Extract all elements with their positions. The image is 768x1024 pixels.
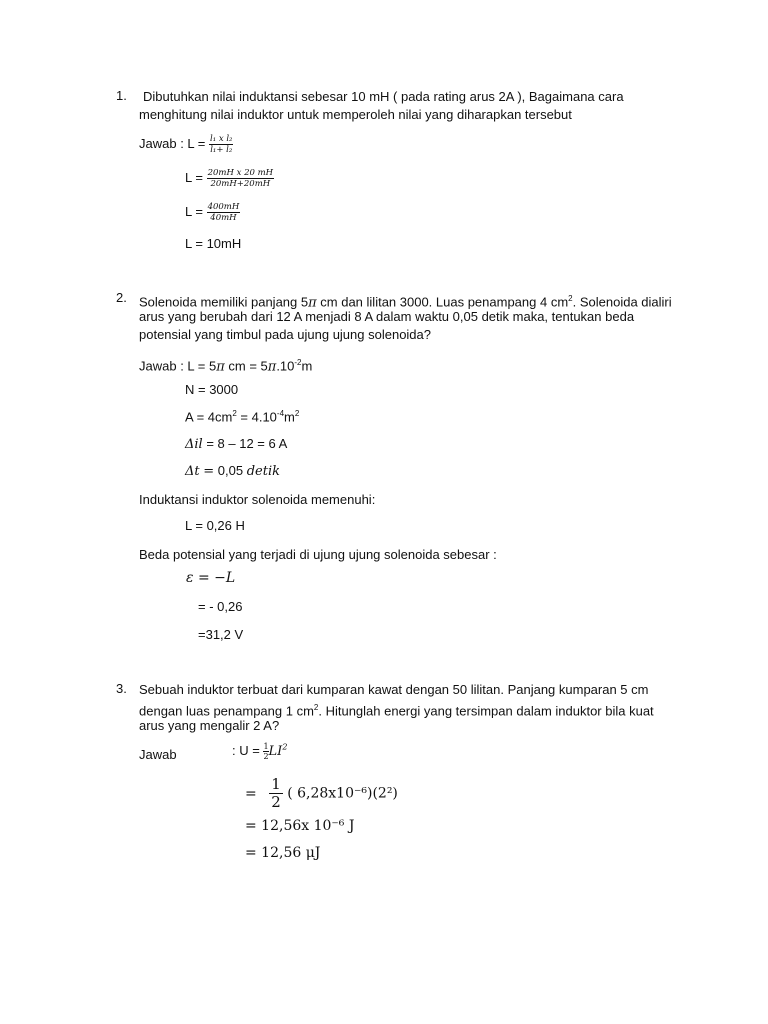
q1-fraction-2 — [207, 168, 274, 189]
q2-area-c: m — [284, 409, 295, 425]
q1-step2-prefix: L = — [185, 169, 203, 185]
q2-exp-minus-4: -4 — [276, 409, 285, 418]
q1-fraction-1 — [209, 134, 233, 155]
q2-jawab-b: cm = 5 — [228, 358, 268, 374]
question-1-line-1: Dibutuhkan nilai induktansi sebesar 10 mH ( pada rating arus 2A ), Bagaimana cara — [143, 89, 624, 104]
q3-step-3: = 12,56 μJ — [245, 845, 321, 861]
q1-f2-numerator: 20mH x 20 mH — [207, 168, 274, 178]
q1-step-3 — [185, 202, 240, 223]
q3-half-den-small: 2 — [263, 752, 269, 761]
q3-energy-formula — [232, 742, 287, 761]
q2-line1-part-a: Solenoida memiliki panjang 5 — [139, 294, 309, 310]
q3-line2-a: dengan luas penampang 1 cm — [139, 703, 314, 719]
q2-jawab-d: m — [301, 358, 313, 374]
q1-f2-denominator: 20mH+20mH — [210, 179, 271, 189]
q2-pi-symbol: π — [308, 295, 317, 311]
q2-exp-minus-2: -2 — [294, 358, 302, 367]
question-3-line-1: Sebuah induktor terbuat dari kumparan kawat dengan 50 lilitan. Panjang kumparan 5 cm — [139, 682, 649, 697]
q3-u-formula: LI — [268, 743, 283, 759]
q2-delta-i-symbol: Δil — [185, 437, 203, 452]
q2-inductance-value: L = 0,26 H — [185, 518, 245, 533]
question-2-line-3: potensial yang timbul pada ujung ujung solenoida? — [139, 327, 431, 342]
q2-area-line — [185, 409, 299, 424]
q2-delta-t-unit: detik — [246, 464, 280, 479]
q3-step-1 — [245, 776, 398, 811]
q3-step-2: = 12,56x 10⁻⁶ J — [245, 818, 355, 834]
q2-area-squared-2: 2 — [294, 409, 300, 418]
q1-f1-numerator: l₁ x l₂ — [210, 134, 233, 144]
question-3-line-3: arus yang mengalir 2 A? — [139, 718, 280, 733]
question-3-number: 3. — [116, 681, 127, 696]
q3-squared: 2 — [313, 703, 319, 712]
q1-f3-numerator: 400mH — [207, 202, 240, 212]
q1-step-2 — [185, 168, 274, 189]
q2-delta-i-value: = 8 – 12 = 6 A — [206, 436, 288, 451]
q2-delta-t-equals: = — [203, 464, 215, 479]
q2-emf-value-1: = - 0,26 — [198, 599, 243, 614]
q3-half-den: 2 — [271, 793, 281, 811]
q3-line2-b: . Hitunglah energi yang tersimpan dalam induktor bila kuat — [318, 703, 654, 719]
q1-jawab-prefix: Jawab : L = — [139, 135, 206, 151]
q2-n-line: N = 3000 — [185, 382, 239, 397]
q2-emf-value-2: =31,2 V — [198, 627, 244, 642]
q3-jawab-label: Jawab — [139, 747, 177, 762]
q3-half-fraction — [269, 776, 283, 811]
q3-half-num-small: 1 — [263, 742, 269, 751]
q2-delta-i-line — [185, 436, 287, 452]
q2-area-a: A = 4cm — [185, 409, 233, 425]
q1-fraction-3 — [207, 202, 241, 223]
q3-step1-equals: = — [245, 785, 257, 802]
question-2-line-2: arus yang berubah dari 12 A menjadi 8 A dalam waktu 0,05 detik maka, tentukan beda — [139, 309, 635, 324]
q2-area-b: = 4.10 — [236, 409, 277, 425]
q3-half-num: 1 — [271, 775, 281, 793]
q1-step3-prefix: L = — [185, 203, 203, 219]
q2-line1-part-c: . Solenoida dialiri — [572, 294, 672, 310]
q2-jawab-pi-2: π — [267, 359, 277, 375]
q2-jawab-line — [139, 354, 312, 376]
q2-emf-equation: ε = −L — [186, 570, 236, 586]
q3-step1-body: ( 6,28x10⁻⁶)(2²) — [287, 785, 398, 802]
q1-jawab-formula — [139, 134, 233, 155]
q2-line1-part-b: cm dan lilitan 3000. Luas penampang 4 cm — [320, 294, 569, 310]
q2-delta-t-line — [185, 463, 280, 479]
q3-u-exponent: 2 — [282, 742, 288, 752]
q2-delta-t-symbol: Δt — [185, 464, 200, 479]
q3-u-prefix: : U = — [232, 742, 260, 758]
q2-area-squared: 2 — [232, 409, 237, 418]
q2-emf-label: Beda potensial yang terjadi di ujung ujung solenoida sebesar : — [139, 547, 497, 562]
q2-jawab-pi-1: π — [216, 359, 225, 375]
q2-squared: 2 — [568, 294, 573, 303]
q2-inductance-label: Induktansi induktor solenoida memenuhi: — [139, 492, 376, 507]
q1-f3-denominator: 40mH — [210, 213, 237, 223]
q2-jawab-a: Jawab : L = 5 — [139, 358, 217, 374]
q2-delta-t-value: 0,05 — [217, 463, 244, 478]
q1-f1-denominator: l₁+ l₂ — [210, 145, 233, 155]
question-1-number: 1. — [116, 88, 127, 103]
q2-jawab-c: .10 — [276, 358, 295, 374]
question-1-line-2: menghitung nilai induktor untuk memperoleh nilai yang diharapkan tersebut — [139, 107, 572, 122]
q1-result: L = 10mH — [185, 236, 242, 251]
question-2-number: 2. — [116, 290, 127, 305]
